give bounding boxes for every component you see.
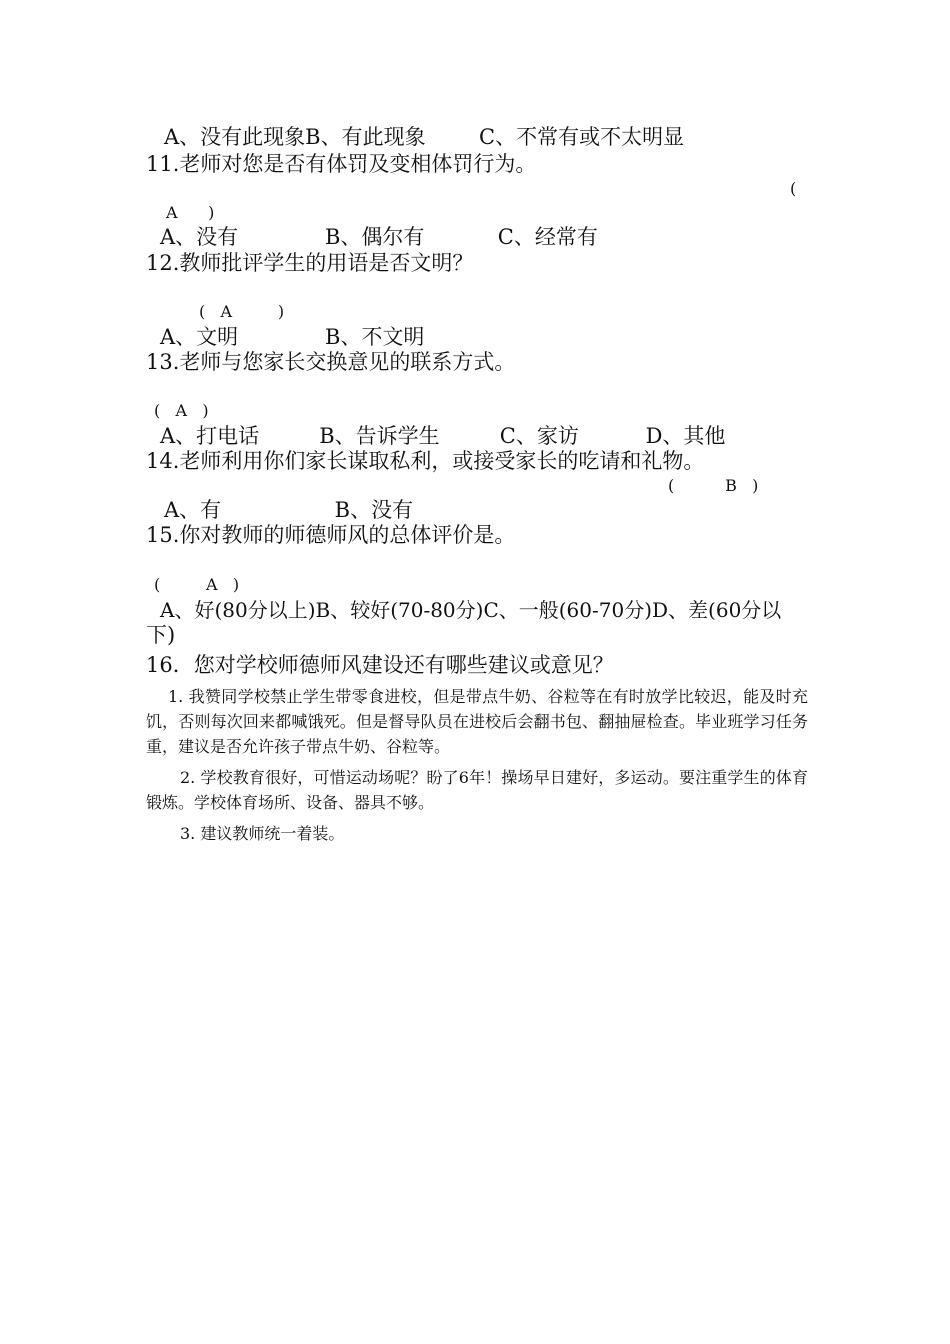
suggestion-item-3: 3. 建议教师统一着装。 bbox=[180, 824, 345, 843]
suggestion-item-2: 2. 学校教育很好，可惜运动场呢？盼了6年！操场早日建好，多运动。要注重学生的体育锻炼。学校体育场所、设备、器具不够。 bbox=[146, 768, 808, 812]
q11-question: 11.老师对您是否有体罚及变相体罚行为。 bbox=[146, 152, 537, 176]
q14-options: A、有 B、没有 bbox=[164, 498, 414, 522]
q15-answer: ( A ) bbox=[154, 575, 240, 594]
q13-question: 13.老师与您家长交换意见的联系方式。 bbox=[146, 350, 516, 374]
q16-question: 16．您对学校师德师风建设还有哪些建议或意见？ bbox=[146, 653, 614, 677]
q13-options: A、打电话 B、告诉学生 C、家访 D、其他 bbox=[160, 424, 726, 448]
q13-answer: ( A ) bbox=[154, 401, 209, 420]
q12-question: 12.教师批评学生的用语是否文明？ bbox=[146, 251, 474, 275]
q11-options: A、没有 B、偶尔有 C、经常有 bbox=[160, 225, 598, 249]
q12-answer: ( A ) bbox=[199, 302, 285, 321]
q11-answer-paren-open: ( bbox=[790, 179, 797, 198]
q11-answer: A ) bbox=[166, 203, 215, 222]
q15-options-line1: A、好(80分以上)B、较好(70-80分)C、一般(60-70分)D、差(60分以 bbox=[160, 598, 782, 622]
q10-options: A、没有此现象B、有此现象 C、不常有或不太明显 bbox=[164, 125, 685, 149]
suggestion-item-1: 1. 我赞同学校禁止学生带零食进校，但是带点牛奶、谷粒等在有时放学比较迟，能及时充饥，否则每次回来都喊饿死。但是督导队员在进校后会翻书包、翻抽屉检查。毕业班学习任务重，建议是否允许孩子带点牛奶、谷粒等。 bbox=[146, 687, 808, 756]
q15-options-line2: 下) bbox=[146, 623, 176, 647]
q14-answer: ( B ) bbox=[668, 476, 759, 495]
q14-question: 14.老师利用你们家长谋取私利，或接受家长的吃请和礼物。 bbox=[146, 449, 705, 473]
q12-options: A、文明 B、不文明 bbox=[160, 325, 425, 349]
q15-question: 15.你对教师的师德师风的总体评价是。 bbox=[146, 523, 516, 547]
